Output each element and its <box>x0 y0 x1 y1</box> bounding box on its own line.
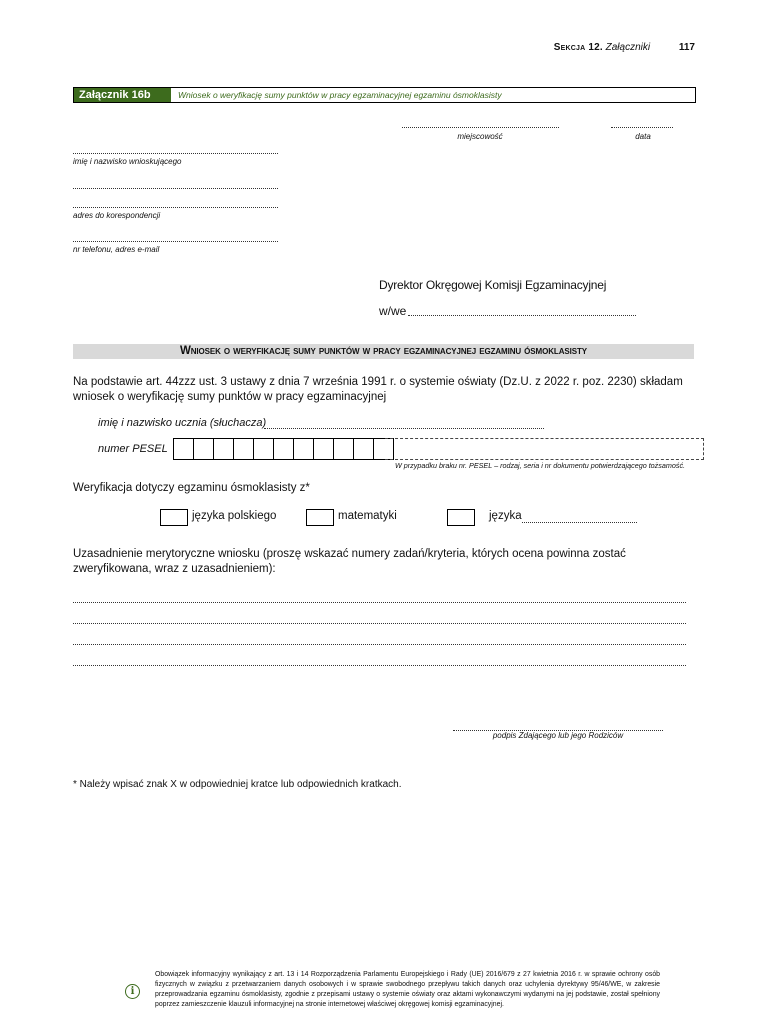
attachment-bar <box>73 87 696 103</box>
student-name-field[interactable] <box>264 418 544 429</box>
language-name-field[interactable] <box>522 512 637 523</box>
place-caption: miejscowość <box>457 132 503 141</box>
justification-line[interactable] <box>73 594 686 603</box>
verification-label: Weryfikacja dotyczy egzaminu ósmoklasisty z* <box>73 482 310 494</box>
pesel-boxes[interactable] <box>173 438 393 460</box>
attachment-tag: Załącznik 16b <box>74 88 171 102</box>
justification-line[interactable] <box>73 636 686 645</box>
justification-label: Uzasadnienie merytoryczne wniosku (proszę wskazać numery zadań/kryteria, których ocena powinna zostać zweryfikowana, wraz z uzasadnieniem): <box>73 548 626 575</box>
section-label: Sekcja 12. <box>553 42 603 53</box>
address-caption: adres do korespondencji <box>73 211 161 220</box>
pesel-digit-box[interactable] <box>233 438 254 460</box>
recipient-ww-field[interactable] <box>408 305 636 316</box>
signature-caption: podpis Zdającego lub jego Rodziców <box>492 731 624 740</box>
section-name: Załączniki <box>605 42 651 53</box>
pesel-digit-box[interactable] <box>213 438 234 460</box>
checkbox-math[interactable] <box>306 509 334 526</box>
pesel-label: numer PESEL <box>98 443 168 455</box>
pesel-digit-box[interactable] <box>173 438 194 460</box>
pesel-digit-box[interactable] <box>353 438 374 460</box>
justification-line[interactable] <box>73 657 686 666</box>
place-field[interactable] <box>402 117 559 128</box>
form-title: Wniosek o weryfikację sumy punktów w pracy egzaminacyjnej egzaminu ósmoklasisty <box>73 344 694 359</box>
pesel-note: W przypadku braku nr. PESEL – rodzaj, seria i nr dokumentu potwierdzającego tożsamość. <box>395 461 686 470</box>
applicant-name-caption: imię i nazwisko wnioskującego <box>73 157 182 166</box>
student-name-label: imię i nazwisko ucznia (słuchacza) <box>98 417 267 429</box>
page-header <box>554 42 695 53</box>
checkbox-language[interactable] <box>447 509 475 526</box>
contact-caption: nr telefonu, adres e-mail <box>73 245 160 254</box>
pesel-digit-box[interactable] <box>193 438 214 460</box>
justification-line[interactable] <box>73 615 686 624</box>
alt-document-field[interactable] <box>385 438 704 460</box>
gdpr-notice: Obowiązek informacyjny wynikający z art. 13 i 14 Rozporządzenia Parlamentu Europejskiego i Rady (UE) 2016/679 z 27 kwietnia 2016 r. w sprawie ochrony osób fizycznych w związku z przetwarzaniem danych osobowych i w sprawie swobodnego przepływu takich danych oraz uchylenia dyrektywy 95/46/WE, w zakresie przeprowadzania egzaminu ósmoklasisty, zgodnie z przepisami ustawy o systemie oświaty oraz aktami wykonawczymi wydanymi na jej podstawie, został spełniony poprzez zamieszczenie klauzuli informacyjnej na stronie internetowej właściwej okręgowej komisji egzaminacyjnej. <box>155 971 660 1008</box>
applicant-name-block <box>73 143 278 166</box>
address-line-1[interactable] <box>73 178 278 189</box>
address-line-2[interactable] <box>73 197 278 208</box>
page-number: 117 <box>678 42 695 53</box>
option-polish-label: języka polskiego <box>192 510 277 522</box>
attachment-title: Wniosek o weryfikację sumy punktów w pracy egzaminacyjnej egzaminu ósmoklasisty <box>178 90 502 100</box>
option-language-label: języka <box>489 510 522 522</box>
pesel-digit-box[interactable] <box>293 438 314 460</box>
pesel-digit-box[interactable] <box>273 438 294 460</box>
pesel-digit-box[interactable] <box>313 438 334 460</box>
contact-block <box>73 231 278 254</box>
pesel-digit-box[interactable] <box>253 438 274 460</box>
date-field[interactable] <box>611 117 673 128</box>
recipient-ww-label: w/we <box>379 304 407 318</box>
footnote: * Należy wpisać znak X w odpowiedniej kratce lub odpowiednich kratkach. <box>73 779 402 790</box>
option-math-label: matematyki <box>338 510 397 522</box>
pesel-digit-box[interactable] <box>333 438 354 460</box>
checkbox-polish[interactable] <box>160 509 188 526</box>
contact-field[interactable] <box>73 231 278 242</box>
recipient-director: Dyrektor Okręgowej Komisji Egzaminacyjnej <box>379 278 607 292</box>
intro-text: Na podstawie art. 44zzz ust. 3 ustawy z dnia 7 września 1991 r. o systemie oświaty (Dz.U. z 2022 r. poz. 2230) składam wniosek o weryfikację sumy punktów w pracy egzaminacyjnej <box>73 376 683 403</box>
date-caption: data <box>635 132 651 141</box>
address-block <box>73 197 278 220</box>
signature-field[interactable] <box>453 720 663 731</box>
applicant-name-field[interactable] <box>73 143 278 154</box>
info-icon: i <box>125 984 140 999</box>
